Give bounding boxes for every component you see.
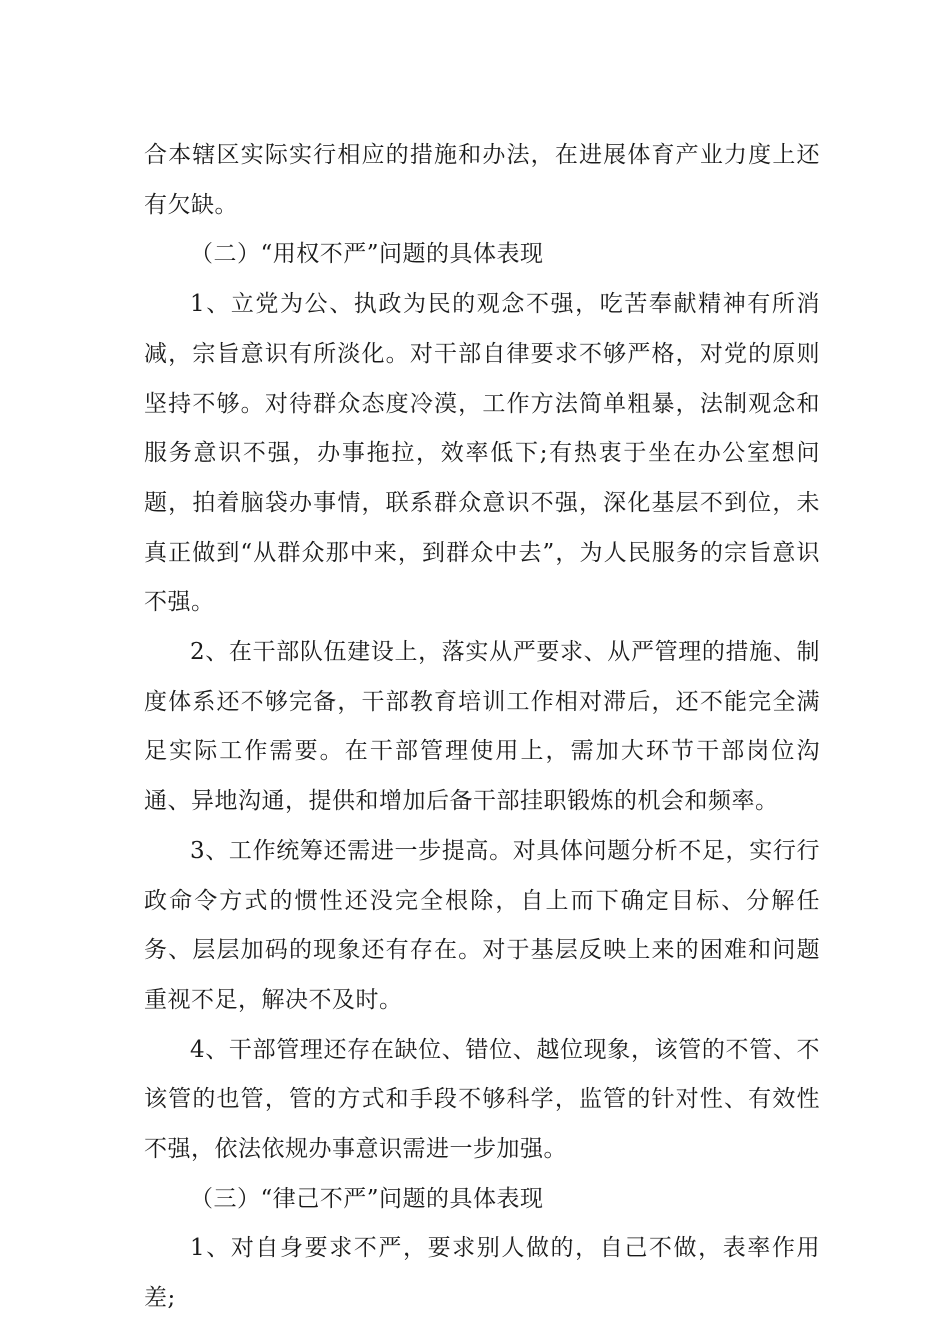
paragraph-continuation: 合本辖区实际实行相应的措施和办法，在进展体育产业力度上还有欠缺。 xyxy=(144,142,820,218)
section-heading-3: （三）“律己不严”问题的具体表现 xyxy=(190,1185,544,1212)
document-body xyxy=(144,131,820,1324)
paragraph-item-2: 2、在干部队伍建设上，落实从严要求、从严管理的措施、制度体系还不够完备，干部教育培训工作相对滞后，还不能完全满足实际工作需要。在干部管理使用上，需加大环节干部岗位沟通、异地沟通，提供和增加后备干部挂职锻炼的机会和频率。 xyxy=(144,639,820,815)
paragraph-item-3: 3、工作统筹还需进一步提高。对具体问题分析不足，实行行政命令方式的惯性还没完全根除，自上而下确定目标、分解任务、层层加码的现象还有存在。对于基层反映上来的困难和问题重视不足，解决不及时。 xyxy=(144,837,820,1013)
paragraph-item-4: 4、干部管理还存在缺位、错位、越位现象，该管的不管、不该管的也管，管的方式和手段不够科学，监管的针对性、有效性不强，依法依规办事意识需进一步加强。 xyxy=(144,1036,820,1163)
paragraph-item-1: 1、立党为公、执政为民的观念不强，吃苦奉献精神有所消减，宗旨意识有所淡化。对干部自律要求不够严格，对党的原则坚持不够。对待群众态度冷漠，工作方法简单粗暴，法制观念和服务意识不强，办事拖拉，效率低下;有热衷于坐在办公室想问题，拍着脑袋办事情，联系群众意识不强，深化基层不到位，未真正做到“从群众那中来，到群众中去”，为人民服务的宗旨意识不强。 xyxy=(144,291,820,616)
paragraph-item-1-section-3: 1、对自身要求不严，要求别人做的，自己不做，表率作用差; xyxy=(144,1235,820,1312)
section-heading-2: （二）“用权不严”问题的具体表现 xyxy=(190,241,544,268)
